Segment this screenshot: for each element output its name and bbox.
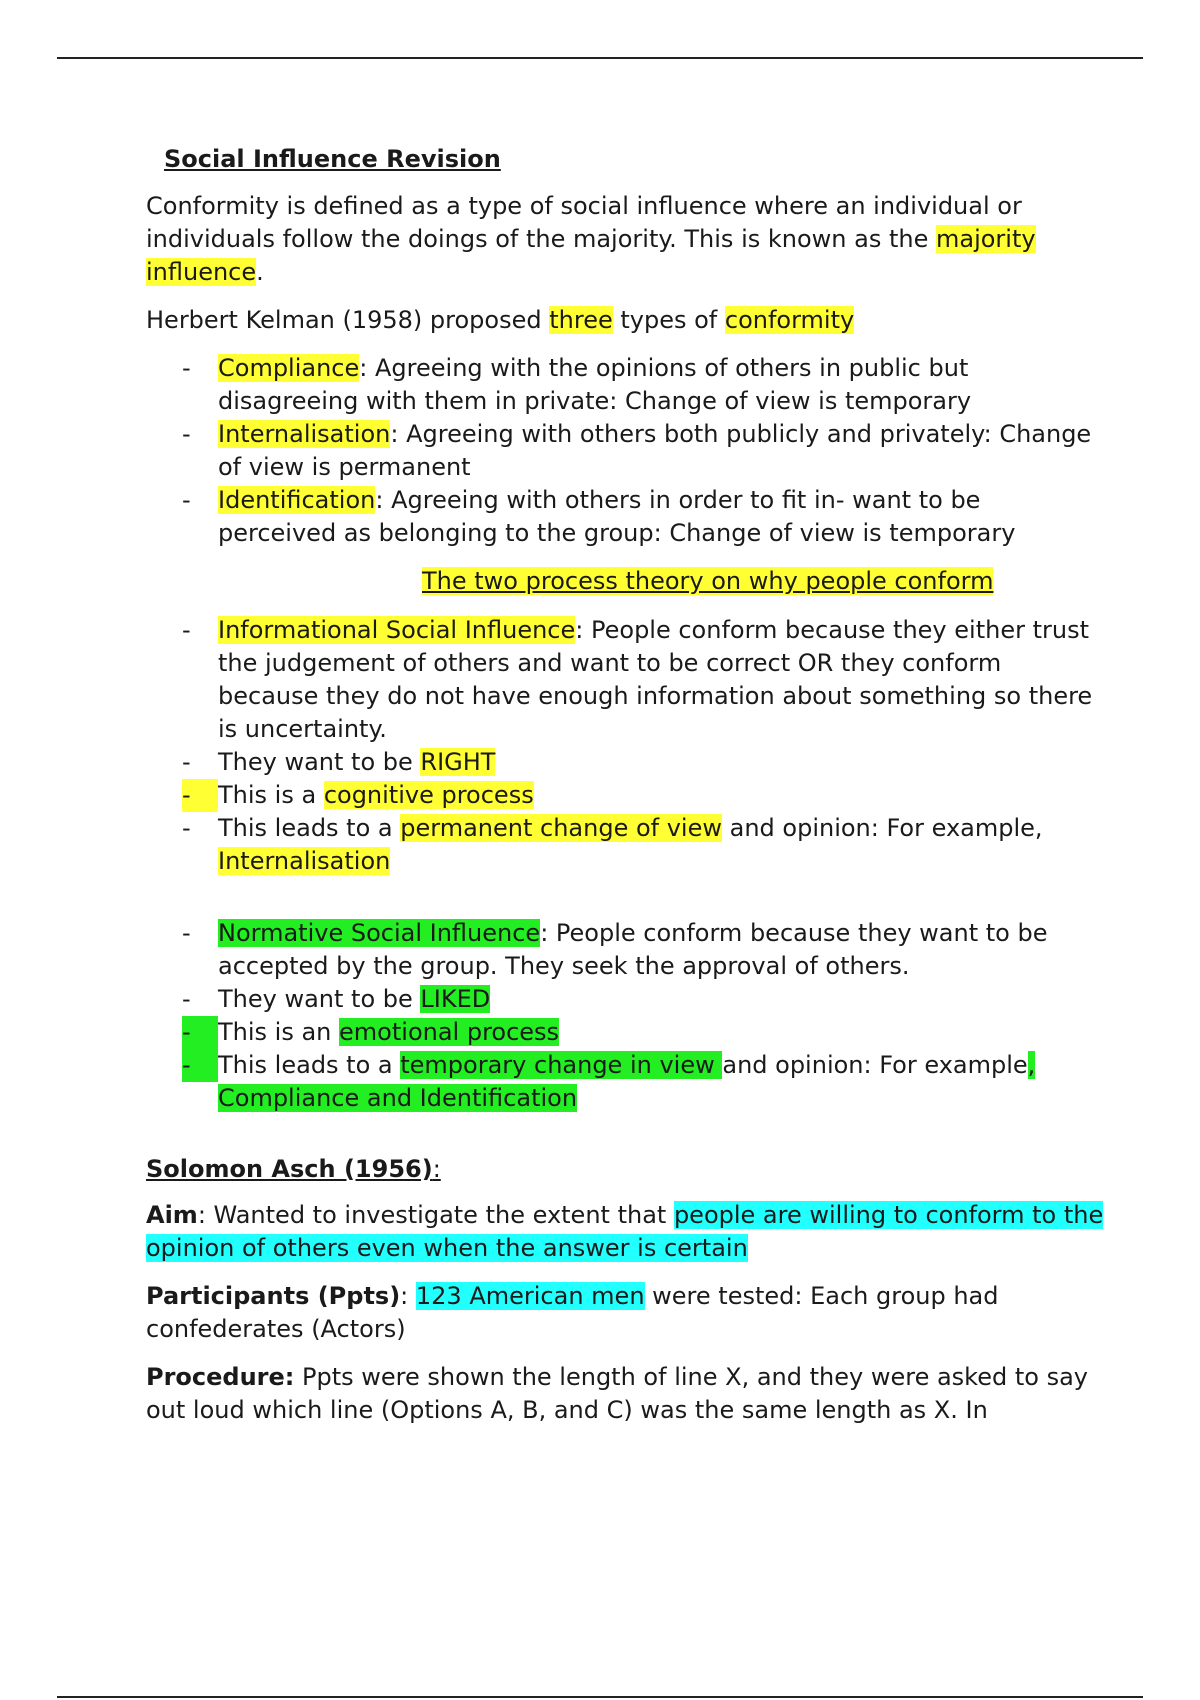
compliance-text: : Agreeing with the opinions of others in public but disagreeing with them in private: Change of view is temporary [218,354,972,415]
participants-text: were tested: Each group had confederates (Actors) [146,1282,999,1343]
nsi-want-highlight: LIKED [420,985,491,1013]
participants-colon: : [400,1282,416,1310]
isi-want-highlight: RIGHT [420,748,496,776]
nsi-text: : People conform because they want to be accepted by the group. They seek the approval of others. [218,919,1048,980]
kelman-paragraph [146,304,1106,337]
aim-text: : Wanted to investigate the extent that [197,1201,674,1229]
intro-end: . [256,258,264,286]
isi-leads-highlight: permanent change of view [400,814,722,842]
dash-bullet: - [182,354,191,382]
dash-bullet: - [182,919,191,947]
kelman-text-1: Herbert Kelman (1958) proposed [146,306,550,334]
list-item-nsi-emotional [146,1016,1106,1049]
list-item-nsi [146,917,1106,983]
term-isi: Informational Social Influence [218,616,576,644]
nsi-leads-mid: and opinion: For example [722,1051,1028,1079]
dash-bullet-highlighted: - [182,1016,218,1049]
isi-list [146,614,1106,878]
isi-leads-text: This leads to a [218,814,401,842]
internalisation-text: : Agreeing with others both publicly and privately: Change of view is permanent [218,420,1092,481]
procedure-text: Ppts were shown the length of line X, and they were asked to say out loud which line (Options A, B, and C) was the same length as X. In [146,1363,1088,1424]
list-item-nsi-liked [146,983,1106,1016]
isi-process-highlight: cognitive process [323,781,534,809]
dash-bullet: - [182,985,191,1013]
procedure-paragraph [146,1361,1106,1427]
procedure-label: Procedure: [146,1363,295,1391]
intro-text: Conformity is defined as a type of social influence where an individual or individuals follow the doings of the majority. This is known as the [146,192,1022,253]
asch-heading-colon: : [432,1155,441,1183]
aim-label: Aim [146,1201,198,1229]
nsi-want-text: They want to be [218,985,421,1013]
asch-heading-text: Solomon Asch (1956) [146,1155,433,1183]
list-item-internalisation [146,418,1106,484]
two-process-heading-text: The two process theory on why people conform [422,567,994,595]
dash-bullet: - [182,814,191,842]
kelman-text-2: types of [612,306,725,334]
dash-bullet-highlighted: - [182,779,218,812]
dash-bullet: - [182,420,191,448]
nsi-process-text: This is an [218,1018,340,1046]
list-item-isi-leads [146,812,1106,878]
list-item-compliance [146,352,1106,418]
spacer [146,893,1106,917]
term-internalisation: Internalisation [218,420,391,448]
conformity-types-list [146,352,1106,550]
participants-label: Participants (Ppts) [146,1282,401,1310]
intro-paragraph [146,190,1106,289]
aim-paragraph [146,1199,1106,1265]
aim-highlight: people are willing to conform to the opinion of others even when the answer is certain [146,1201,1104,1262]
intro-highlight: majority influence [146,225,1036,286]
participants-highlight: 123 American men [415,1282,645,1310]
term-compliance: Compliance [218,354,360,382]
dash-bullet: - [182,616,191,644]
term-nsi: Normative Social Influence [218,919,541,947]
dash-bullet-highlighted: - [182,1049,218,1082]
nsi-leads-text: This leads to a [218,1051,401,1079]
participants-paragraph [146,1280,1106,1346]
term-identification: Identification [218,486,376,514]
page-top-rule [57,57,1143,59]
dash-bullet: - [182,748,191,776]
identification-text: : Agreeing with others in order to fit in- want to be perceived as belonging to the group: Change of view is temporary [218,486,1016,547]
document-body [146,140,1106,1442]
page-title: Social Influence Revision [164,145,501,173]
dash-bullet: - [182,486,191,514]
isi-want-text: They want to be [218,748,421,776]
list-item-nsi-leads [146,1049,1106,1115]
nsi-list [146,917,1106,1115]
nsi-process-highlight: emotional process [339,1018,560,1046]
isi-process-text: This is a [218,781,324,809]
list-item-isi-right [146,746,1106,779]
kelman-highlight-conformity: conformity [724,306,855,334]
asch-heading [146,1153,1106,1186]
isi-leads-end-highlight: Internalisation [218,847,391,875]
two-process-heading [422,565,1106,598]
page-bottom-rule [57,1696,1143,1698]
list-item-identification [146,484,1106,550]
kelman-highlight-three: three [549,306,613,334]
isi-leads-mid: and opinion: For example, [722,814,1043,842]
nsi-leads-highlight: temporary change in view [400,1051,723,1079]
isi-text: : People conform because they either trust the judgement of others and want to be correct OR they conform because they do not have enough information about something so there is uncertainty. [218,616,1093,743]
list-item-isi-cognitive [146,779,1106,812]
list-item-isi [146,614,1106,746]
nsi-leads-comma: , [1027,1051,1036,1079]
nsi-leads-end-highlight: Compliance and Identification [218,1084,578,1112]
